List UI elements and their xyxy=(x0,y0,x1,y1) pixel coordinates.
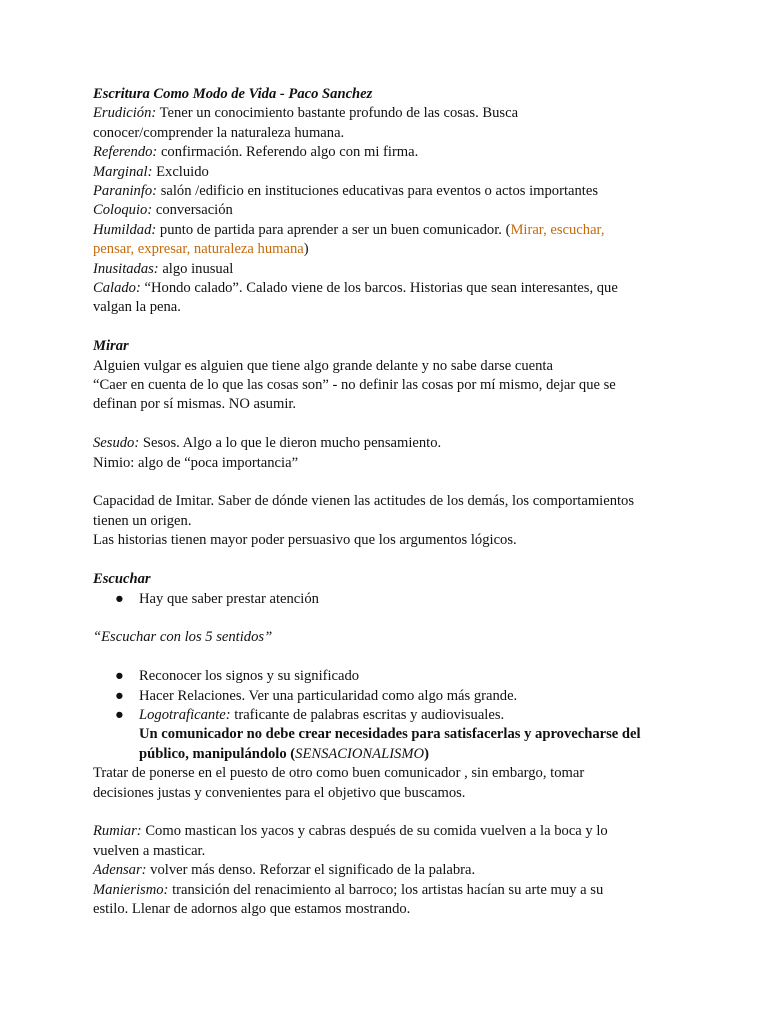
spacer xyxy=(93,415,673,434)
bullet-icon: ● xyxy=(115,590,124,607)
term: Inusitadas: xyxy=(93,260,159,277)
spacer xyxy=(93,473,673,492)
list-item xyxy=(93,667,673,686)
term: Erudición: xyxy=(93,105,157,122)
definition-continuation: vuelven a masticar. xyxy=(93,842,206,859)
spacer xyxy=(93,609,673,628)
paragraph-line: Nimio: algo de “poca importancia” xyxy=(93,454,299,471)
term: Adensar: xyxy=(93,862,147,879)
list-item xyxy=(93,687,673,706)
paragraph-line: Alguien vulgar es alguien que tiene algo grande delante y no sabe darse cuenta xyxy=(93,357,553,374)
definition-rumiar xyxy=(93,822,673,841)
quote-line: “Escuchar con los 5 sentidos” xyxy=(93,629,273,646)
definition-humildad: Humildad: punto de partida para aprender a ser un buen comunicador. (Mirar, escuchar, xyxy=(93,221,605,238)
term: Humildad: xyxy=(93,221,157,238)
definition-text: Como mastican los yacos y cabras después de su comida vuelven a la boca y lo xyxy=(145,823,608,840)
paragraph-line: tienen un origen. xyxy=(93,512,192,529)
definition-calado xyxy=(93,279,673,298)
document-title: Escritura Como Modo de Vida - Paco Sanchez xyxy=(93,86,373,102)
term: Coloquio: xyxy=(93,202,153,219)
document-content xyxy=(93,85,673,919)
list-item-text: Reconocer los signos y su significado xyxy=(139,668,360,685)
paragraph-line: “Caer en cuenta de lo que las cosas son” - no definir las cosas por mí mismo, dejar que se xyxy=(93,377,616,394)
list-item xyxy=(93,590,673,609)
spacer xyxy=(93,318,673,337)
definition-coloquio xyxy=(93,201,673,220)
term: Manierismo: xyxy=(93,881,169,898)
emphasis-line: público, manipulándolo (SENSACIONALISMO) xyxy=(139,745,429,762)
term: Marginal: xyxy=(93,163,153,180)
definition-insuitadas xyxy=(93,260,673,279)
definition-paraninfo xyxy=(93,182,673,201)
list-item-text: traficante de palabras escritas y audiovisuales. xyxy=(234,706,505,723)
paragraph-line: Tratar de ponerse en el puesto de otro como buen comunicador , sin embargo, tomar xyxy=(93,765,585,782)
definition-adensar xyxy=(93,861,673,880)
definition-manierismo xyxy=(93,881,673,900)
paragraph-line: definan por sí mismas. NO asumir. xyxy=(93,396,297,413)
term: Paraninfo: xyxy=(93,183,158,200)
definition-continuation: pensar, expresar, naturaleza humana) xyxy=(93,241,309,258)
definition-text: punto de partida para aprender a ser un buen comunicador. xyxy=(159,221,502,238)
emphasis-line: Un comunicador no debe crear necesidades para satisfacerlas y aprovecharse del xyxy=(139,726,641,743)
term: SENSACIONALISMO xyxy=(295,745,425,762)
list-item-text: Hacer Relaciones. Ver una particularidad como algo más grande. xyxy=(139,687,518,704)
definition-text: transición del renacimiento al barroco; los artistas hacían su arte muy a su xyxy=(172,881,604,898)
list-item-text: Hay que saber prestar atención xyxy=(139,590,319,607)
spacer xyxy=(93,551,673,570)
accent-text: pensar, expresar, naturaleza humana xyxy=(93,241,304,258)
section-heading-mirar: Mirar xyxy=(93,338,129,355)
paragraph-line: Las historias tienen mayor poder persuasivo que los argumentos lógicos. xyxy=(93,532,517,549)
definition-continuation: conocer/comprender la naturaleza humana. xyxy=(93,124,345,141)
accent-text: Mirar, escuchar, xyxy=(510,221,605,238)
section-heading-escuchar: Escuchar xyxy=(93,571,151,588)
bullet-icon: ● xyxy=(115,668,124,685)
spacer xyxy=(93,803,673,822)
list-item xyxy=(93,706,673,725)
bullet-icon: ● xyxy=(115,706,124,723)
definition-text: salón /edificio en instituciones educativas para eventos o actos importantes xyxy=(160,183,598,200)
term: Rumiar: xyxy=(93,823,142,840)
term: Calado: xyxy=(93,280,141,297)
term: Sesudo: xyxy=(93,435,140,452)
definition-marginal xyxy=(93,163,673,182)
definition-text: confirmación. Referendo algo con mi firma. xyxy=(160,144,419,161)
definition-continuation: valgan la pena. xyxy=(93,299,181,316)
definition-continuation: estilo. Llenar de adornos algo que estamos mostrando. xyxy=(93,900,411,917)
term: Logotraficante: xyxy=(139,706,231,723)
definition-text: volver más denso. Reforzar el significado de la palabra. xyxy=(150,862,476,879)
definition-text: Sesos. Algo a lo que le dieron mucho pensamiento. xyxy=(142,435,442,452)
paragraph-line: decisiones justas y convenientes para el objetivo que buscamos. xyxy=(93,784,466,801)
definition-erudicion xyxy=(93,104,673,123)
definition-text: “Hondo calado”. Calado viene de los barcos. Historias que sean interesantes, que xyxy=(144,280,618,297)
term: Referendo: xyxy=(93,144,158,161)
bullet-icon: ● xyxy=(115,687,124,704)
spacer xyxy=(93,648,673,667)
definition-text: algo inusual xyxy=(162,260,234,277)
definition-sesudo xyxy=(93,434,673,453)
definition-referendo xyxy=(93,143,673,162)
definition-text: conversación xyxy=(155,202,233,219)
emphasis-text: público, manipulándolo xyxy=(139,745,287,762)
definition-text: Tener un conocimiento bastante profundo de las cosas. Busca xyxy=(159,105,519,122)
definition-text: Excluido xyxy=(156,163,209,180)
paragraph-line: Capacidad de Imitar. Saber de dónde vienen las actitudes de los demás, los comportamientos xyxy=(93,493,635,510)
